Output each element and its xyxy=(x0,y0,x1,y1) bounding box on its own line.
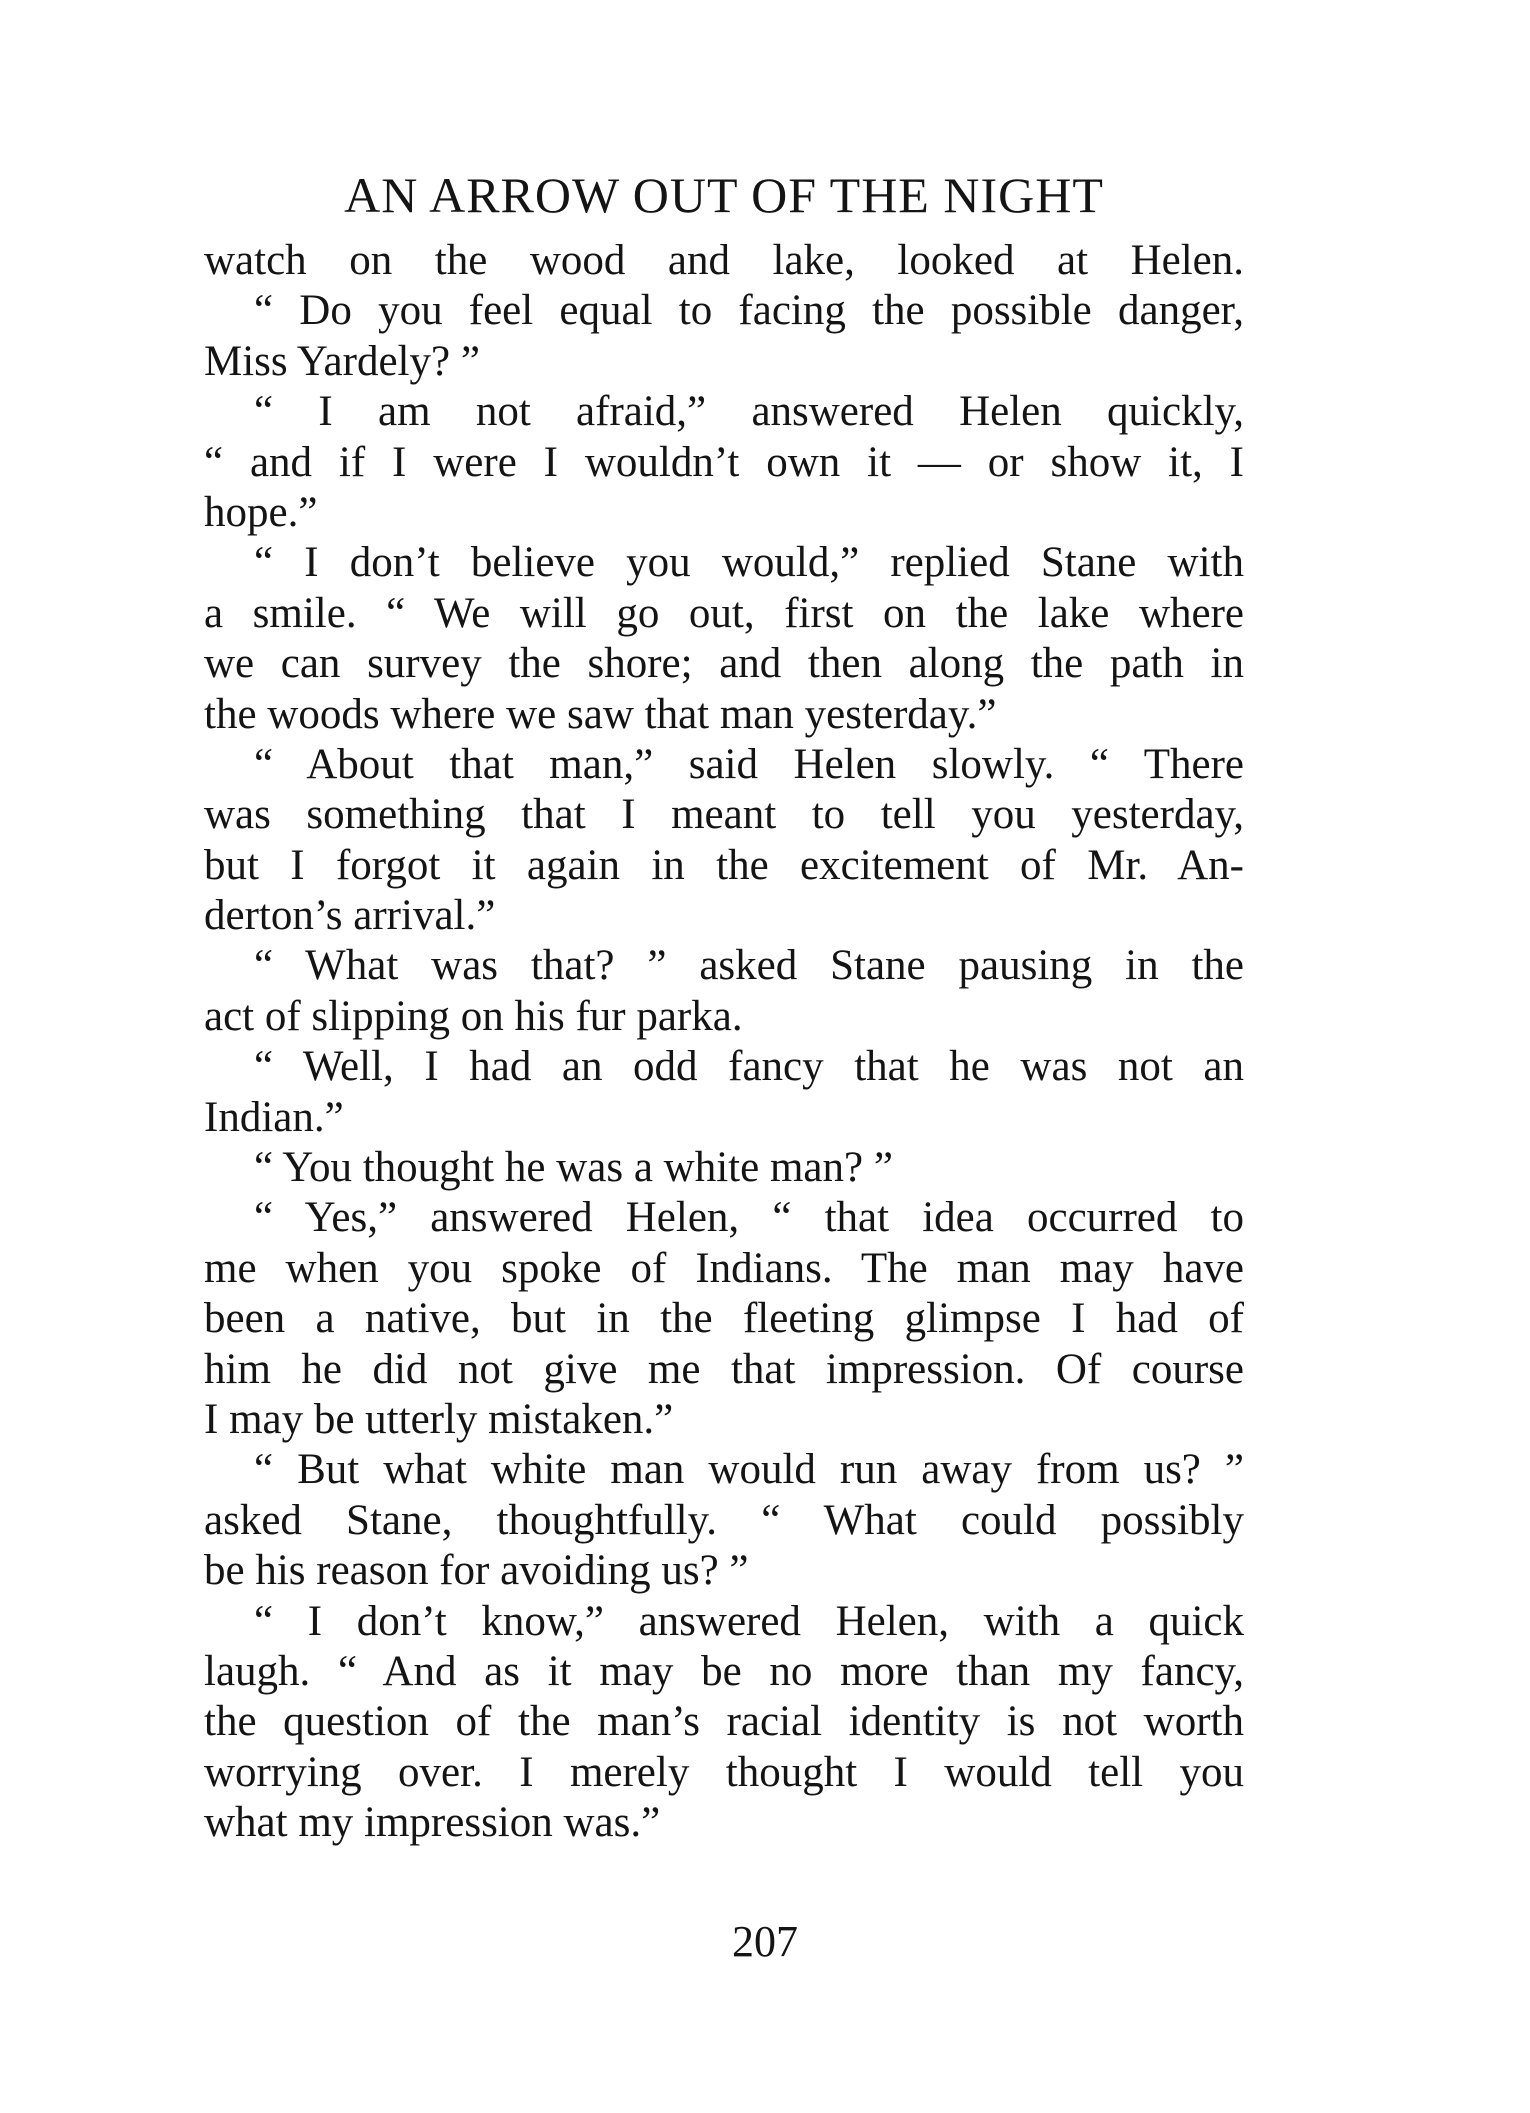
text-line: was something that I meant to tell you yesterday, xyxy=(204,791,1244,839)
text-line: “ What was that? ” asked Stane pausing in the xyxy=(254,942,1244,990)
text-line: act of slipping on his fur parka. xyxy=(204,992,743,1040)
text-line: hope.” xyxy=(204,488,318,536)
text-line: the question of the man’s racial identity is not worth xyxy=(204,1698,1244,1746)
text-line: “ Do you feel equal to facing the possible danger, xyxy=(254,287,1244,335)
text-line: derton’s arrival.” xyxy=(204,892,496,940)
text-line: “ I don’t believe you would,” replied Stane with xyxy=(254,539,1244,587)
text-line: “ I am not afraid,” answered Helen quickly, xyxy=(254,388,1244,436)
text-line: what my impression was.” xyxy=(204,1799,661,1847)
text-line: I may be utterly mistaken.” xyxy=(204,1395,674,1443)
text-line: “ Yes,” answered Helen, “ that idea occurred to xyxy=(254,1194,1244,1242)
running-head: AN ARROW OUT OF THE NIGHT xyxy=(344,167,1104,223)
text-line: “ I don’t know,” answered Helen, with a quick xyxy=(254,1597,1244,1645)
text-line: worrying over. I merely thought I would tell you xyxy=(204,1748,1244,1796)
text-line: “ and if I were I wouldn’t own it — or show it, I xyxy=(204,438,1244,486)
text-line: “ But what white man would run away from us? ” xyxy=(254,1446,1244,1494)
text-line: asked Stane, thoughtfully. “ What could possibly xyxy=(204,1496,1244,1544)
text-line: laugh. “ And as it may be no more than my fancy, xyxy=(204,1647,1244,1695)
text-line: be his reason for avoiding us? ” xyxy=(204,1547,749,1595)
text-line: watch on the wood and lake, looked at Helen. xyxy=(204,237,1244,284)
text-line: we can survey the shore; and then along the path in xyxy=(204,640,1244,688)
body-text xyxy=(204,236,1244,1849)
text-line: been a native, but in the fleeting glimpse I had of xyxy=(204,1295,1244,1343)
text-line: me when you spoke of Indians. The man may have xyxy=(204,1244,1244,1292)
text-line: “ About that man,” said Helen slowly. “ There xyxy=(254,740,1244,788)
text-line: “ Well, I had an odd fancy that he was not an xyxy=(254,1043,1244,1091)
text-line: him he did not give me that impression. Of course xyxy=(204,1345,1244,1393)
text-line: “ You thought he was a white man? ” xyxy=(254,1144,893,1192)
text-line: a smile. “ We will go out, first on the lake where xyxy=(204,589,1244,637)
text-line: but I forgot it again in the excitement of Mr. An- xyxy=(204,841,1244,889)
text-line: Miss Yardely? ” xyxy=(204,337,480,385)
page-number: 207 xyxy=(732,1917,798,1966)
text-line: the woods where we saw that man yesterday.” xyxy=(204,690,997,738)
text-line: Indian.” xyxy=(204,1093,344,1141)
